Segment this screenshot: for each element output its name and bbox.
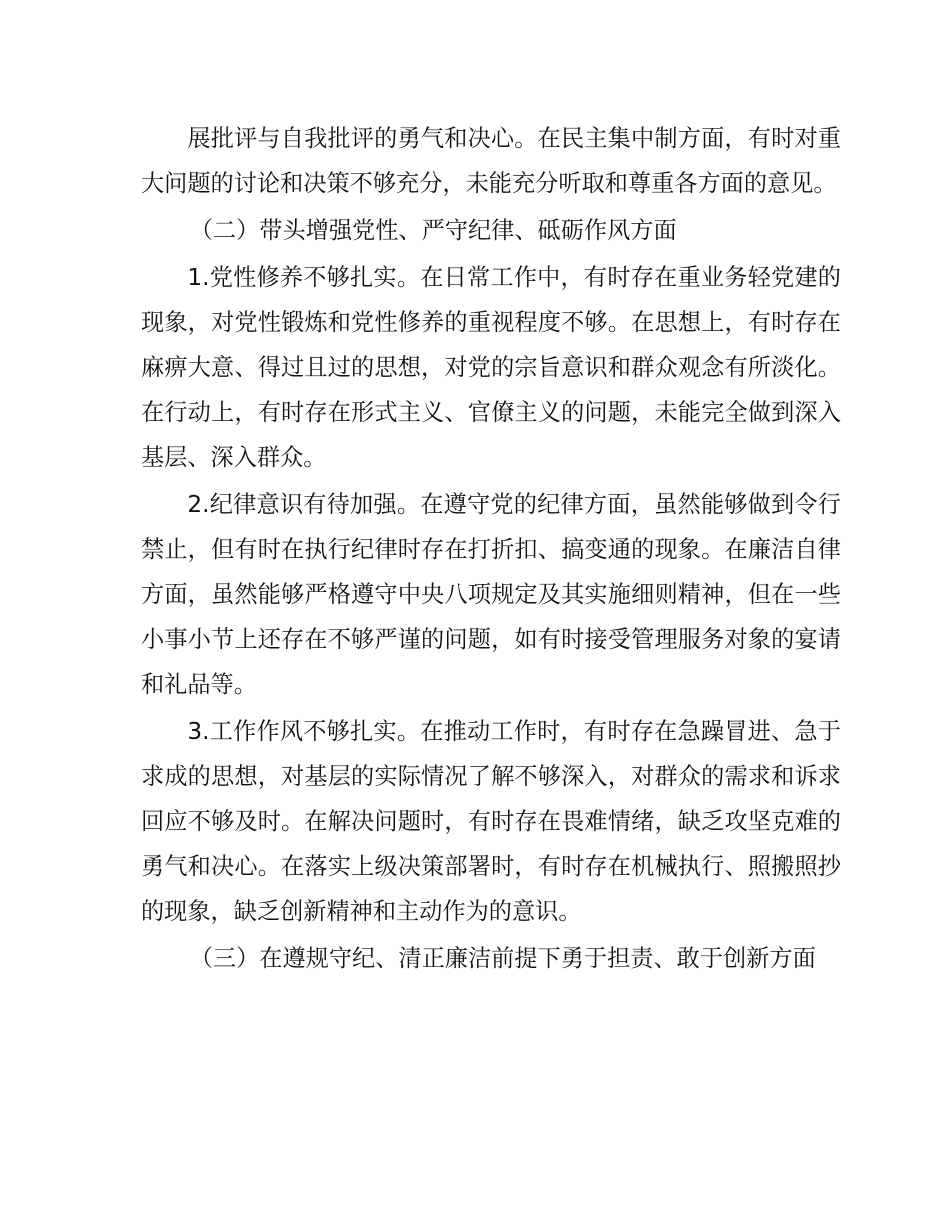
section-heading-2: （二）带头增强党性、严守纪律、砥砺作风方面 xyxy=(189,217,677,244)
section-heading-3: （三）在遵规守纪、清正廉洁前提下勇于担责、敢于创新方面 xyxy=(189,945,816,972)
document-body xyxy=(141,116,841,983)
paragraph-item-3: 3.工作作风不够扎实。在推动工作时，有时存在急躁冒进、急于求成的思想，对基层的实际情况了解不够深入，对群众的需求和诉求回应不够及时。在解决问题时，有时存在畏难情绪，缺乏攻坚克难的勇气和决心。在落实上级决策部署时，有时存在机械执行、照搬照抄的现象，缺乏创新精神和主动作为的意识。 xyxy=(141,718,841,925)
paragraph-item-2: 2.纪律意识有待加强。在遵守党的纪律方面，虽然能够做到令行禁止，但有时在执行纪律时存在打折扣、搞变通的现象。在廉洁自律方面，虽然能够严格遵守中央八项规定及其实施细则精神，但在一些小事小节上还存在不够严谨的问题，如有时接受管理服务对象的宴请和礼品等。 xyxy=(141,491,841,698)
paragraph-item-1: 1.党性修养不够扎实。在日常工作中，有时存在重业务轻党建的现象，对党性锻炼和党性修养的重视程度不够。在思想上，有时存在麻痹大意、得过且过的思想，对党的宗旨意识和群众观念有所淡化。在行动上，有时存在形式主义、官僚主义的问题，未能完全做到深入基层、深入群众。 xyxy=(141,264,841,471)
paragraph-continuation: 展批评与自我批评的勇气和决心。在民主集中制方面，有时对重大问题的讨论和决策不够充分，未能充分听取和尊重各方面的意见。 xyxy=(141,125,841,197)
